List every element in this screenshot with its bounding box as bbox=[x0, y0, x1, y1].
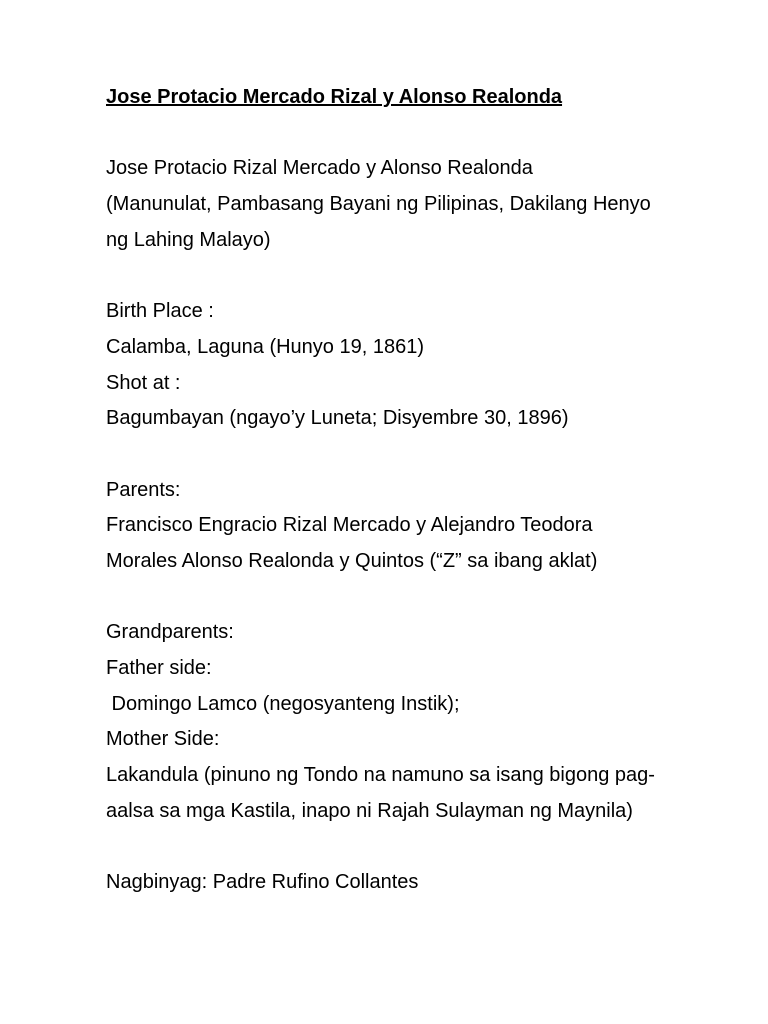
mother-side-line-2: aalsa sa mga Kastila, inapo ni Rajah Sulayman ng Maynila) bbox=[106, 799, 633, 822]
spacer bbox=[106, 116, 726, 152]
spacer bbox=[106, 829, 726, 865]
spacer bbox=[106, 580, 726, 616]
birth-place-value: Calamba, Laguna (Hunyo 19, 1861) bbox=[106, 335, 424, 358]
shot-at-value: Bagumbayan (ngayo’y Luneta; Disyembre 30, 1896) bbox=[106, 407, 569, 430]
parents-line-2: Morales Alonso Realonda y Quintos (“Z” sa ibang aklat) bbox=[106, 549, 598, 572]
full-name: Jose Protacio Rizal Mercado y Alonso Realonda bbox=[106, 157, 533, 180]
document-page bbox=[106, 80, 726, 901]
parents-label: Parents: bbox=[106, 478, 181, 501]
baptism-line: Nagbinyag: Padre Rufino Collantes bbox=[106, 871, 419, 894]
mother-side-label: Mother Side: bbox=[106, 728, 220, 751]
parents-line-1: Francisco Engracio Rizal Mercado y Alejandro Teodora bbox=[106, 514, 593, 537]
description-line-1: (Manunulat, Pambasang Bayani ng Pilipinas, Dakilang Henyo bbox=[106, 193, 651, 216]
spacer bbox=[106, 437, 726, 473]
birth-place-label: Birth Place : bbox=[106, 300, 214, 323]
shot-at-label: Shot at : bbox=[106, 371, 181, 394]
grandparents-label: Grandparents: bbox=[106, 621, 234, 644]
father-side-label: Father side: bbox=[106, 657, 212, 679]
description-line-2: ng Lahing Malayo) bbox=[106, 228, 271, 251]
mother-side-line-1: Lakandula (pinuno ng Tondo na namuno sa isang bigong pag- bbox=[106, 764, 655, 787]
spacer bbox=[106, 258, 726, 294]
father-side-value: Domingo Lamco (negosyanteng Instik); bbox=[106, 692, 460, 715]
document-title: Jose Protacio Mercado Rizal y Alonso Realonda bbox=[106, 86, 563, 108]
